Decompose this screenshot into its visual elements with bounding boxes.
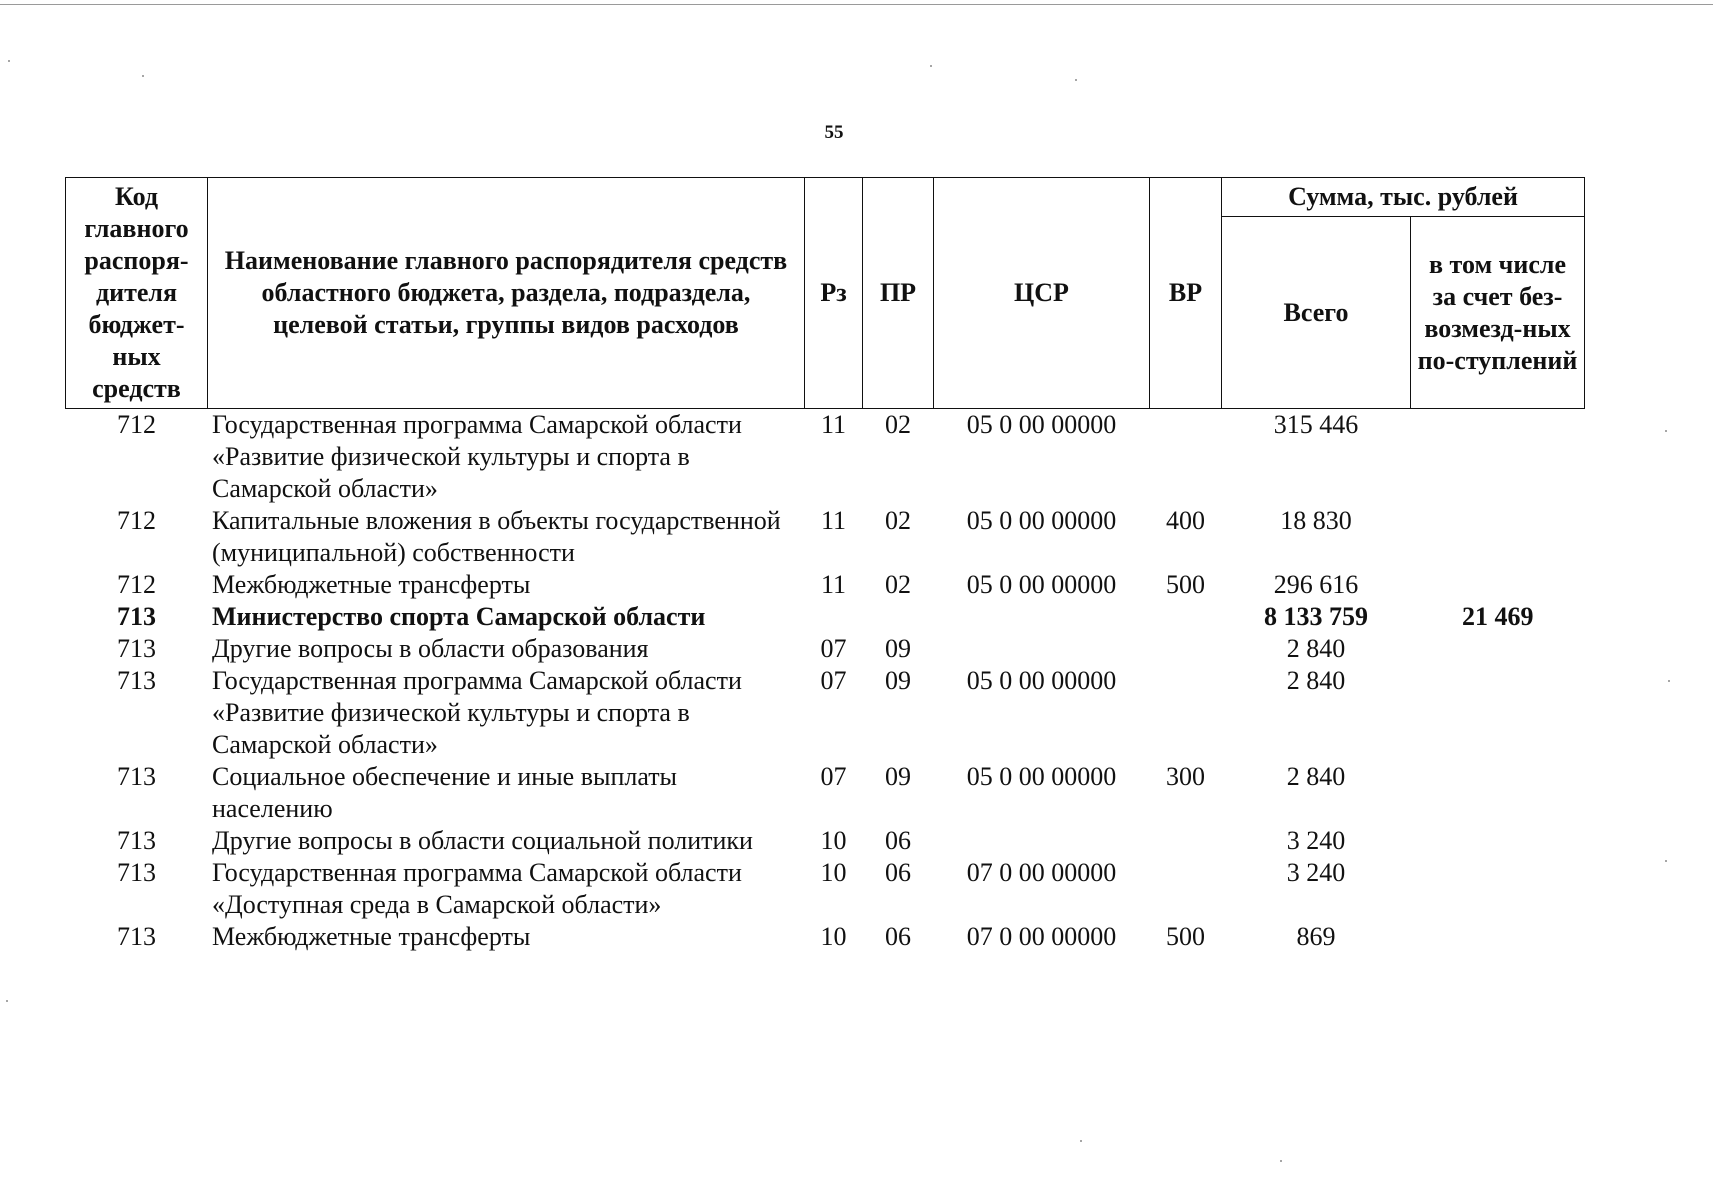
cell-rz: 11 (820, 506, 847, 535)
cell-total: 18 830 (1280, 506, 1352, 535)
cell-rz: 11 (820, 410, 847, 439)
table-row (66, 761, 1585, 825)
scan-speck (1080, 1140, 1082, 1142)
page-number: 55 (824, 122, 844, 143)
cell-vr (1150, 601, 1222, 633)
cell-vr: 400 (1166, 506, 1205, 535)
cell-total: 296 616 (1273, 570, 1359, 599)
cell-rz: 07 (820, 666, 847, 695)
cell-vr (1150, 825, 1222, 857)
cell-pr: 06 (885, 826, 911, 855)
header-sum-group: Сумма, тыс. рублей (1222, 178, 1585, 217)
table-row (66, 409, 1585, 506)
cell-code: 713 (117, 762, 156, 791)
cell-pr: 02 (885, 410, 911, 439)
cell-name: Межбюджетные трансферты (212, 570, 531, 599)
cell-total: 8 133 759 (1264, 602, 1368, 631)
cell-total: 2 840 (1286, 634, 1346, 663)
cell-pr: 09 (885, 634, 911, 663)
cell-incl (1411, 569, 1585, 601)
table-row (66, 505, 1585, 569)
cell-rz (805, 601, 863, 633)
cell-name: Социальное обеспечение и иные выплаты населению (212, 762, 678, 823)
cell-incl (1411, 505, 1585, 569)
cell-vr (1150, 633, 1222, 665)
cell-total: 3 240 (1286, 826, 1346, 855)
cell-csr (934, 825, 1150, 857)
cell-incl (1411, 633, 1585, 665)
cell-name: Другие вопросы в области социальной политики (212, 826, 753, 855)
header-row (66, 178, 1585, 217)
cell-code: 713 (117, 634, 156, 663)
cell-rz: 10 (820, 826, 847, 855)
cell-code: 713 (117, 826, 156, 855)
cell-code: 713 (117, 602, 156, 631)
cell-vr: 300 (1166, 762, 1205, 791)
table-body (66, 409, 1585, 954)
cell-code: 712 (117, 506, 156, 535)
cell-code: 712 (117, 410, 156, 439)
header-rz: Рз (805, 178, 863, 409)
cell-code: 713 (117, 922, 156, 951)
cell-vr (1150, 665, 1222, 761)
cell-vr (1150, 857, 1222, 921)
header-code: Код главного распоря-дителя бюджет-ных средств (66, 178, 208, 409)
scan-edge-line (0, 4, 1713, 5)
scan-speck (142, 75, 144, 77)
cell-name: Министерство спорта Самарской области (212, 602, 706, 631)
table-row (66, 921, 1585, 953)
header-csr: ЦСР (934, 178, 1150, 409)
cell-pr: 06 (885, 922, 911, 951)
cell-code: 713 (117, 858, 156, 887)
cell-code: 713 (117, 666, 156, 695)
scan-speck (1280, 1160, 1282, 1162)
cell-rz: 10 (820, 922, 847, 951)
table-row (66, 601, 1585, 633)
cell-csr (934, 601, 1150, 633)
cell-pr: 09 (885, 666, 911, 695)
table-row (66, 857, 1585, 921)
cell-csr: 05 0 00 00000 (966, 666, 1117, 695)
cell-vr: 500 (1166, 570, 1205, 599)
scan-speck (8, 60, 10, 62)
table-row (66, 825, 1585, 857)
cell-csr: 05 0 00 00000 (966, 410, 1117, 439)
scan-speck (1665, 860, 1667, 862)
cell-rz: 10 (820, 858, 847, 887)
table-row (66, 633, 1585, 665)
cell-name: Межбюджетные трансферты (212, 922, 531, 951)
cell-pr: 02 (885, 570, 911, 599)
cell-total: 3 240 (1286, 858, 1346, 887)
cell-csr (934, 633, 1150, 665)
header-pr: ПР (863, 178, 934, 409)
cell-incl (1411, 409, 1585, 506)
cell-incl (1411, 857, 1585, 921)
cell-total: 2 840 (1286, 762, 1346, 791)
header-incl: в том числе за счет без-возмезд-ных по-ступлений (1411, 217, 1585, 409)
cell-name: Другие вопросы в области образования (212, 634, 649, 663)
cell-total: 869 (1296, 922, 1336, 951)
cell-name: Государственная программа Самарской области «Развитие физической культуры и спорта в Самарской области» (212, 410, 742, 503)
cell-rz: 07 (820, 762, 847, 791)
cell-rz: 11 (820, 570, 847, 599)
header-total: Всего (1222, 217, 1411, 409)
cell-code: 712 (117, 570, 156, 599)
table-row (66, 569, 1585, 601)
cell-name: Капитальные вложения в объекты государственной (муниципальной) собственности (212, 506, 781, 567)
cell-vr (1150, 409, 1222, 506)
header-vr: ВР (1150, 178, 1222, 409)
cell-total: 315 446 (1273, 410, 1359, 439)
cell-csr: 05 0 00 00000 (966, 570, 1117, 599)
cell-vr: 500 (1166, 922, 1205, 951)
cell-csr: 05 0 00 00000 (966, 506, 1117, 535)
cell-name: Государственная программа Самарской области «Доступная среда в Самарской области» (212, 858, 742, 919)
scan-speck (1075, 79, 1077, 81)
scan-speck (1668, 680, 1670, 682)
cell-incl (1411, 761, 1585, 825)
cell-csr: 05 0 00 00000 (966, 762, 1117, 791)
cell-incl: 21 469 (1462, 602, 1534, 631)
cell-pr: 09 (885, 762, 911, 791)
cell-incl (1411, 665, 1585, 761)
cell-csr: 07 0 00 00000 (966, 922, 1117, 951)
cell-pr: 02 (885, 506, 911, 535)
cell-incl (1411, 921, 1585, 953)
cell-total: 2 840 (1286, 666, 1346, 695)
scan-speck (6, 1000, 8, 1002)
table-row (66, 665, 1585, 761)
header-name: Наименование главного распорядителя средств областного бюджета, раздела, подраздела, целевой статьи, группы видов расходов (208, 178, 805, 409)
cell-incl (1411, 825, 1585, 857)
cell-csr: 07 0 00 00000 (966, 858, 1117, 887)
cell-rz: 07 (820, 634, 847, 663)
cell-pr: 06 (885, 858, 911, 887)
cell-pr (863, 601, 934, 633)
scan-speck (1665, 430, 1667, 432)
cell-name: Государственная программа Самарской области «Развитие физической культуры и спорта в Самарской области» (212, 666, 742, 759)
scan-speck (930, 65, 932, 67)
budget-table (65, 177, 1585, 953)
